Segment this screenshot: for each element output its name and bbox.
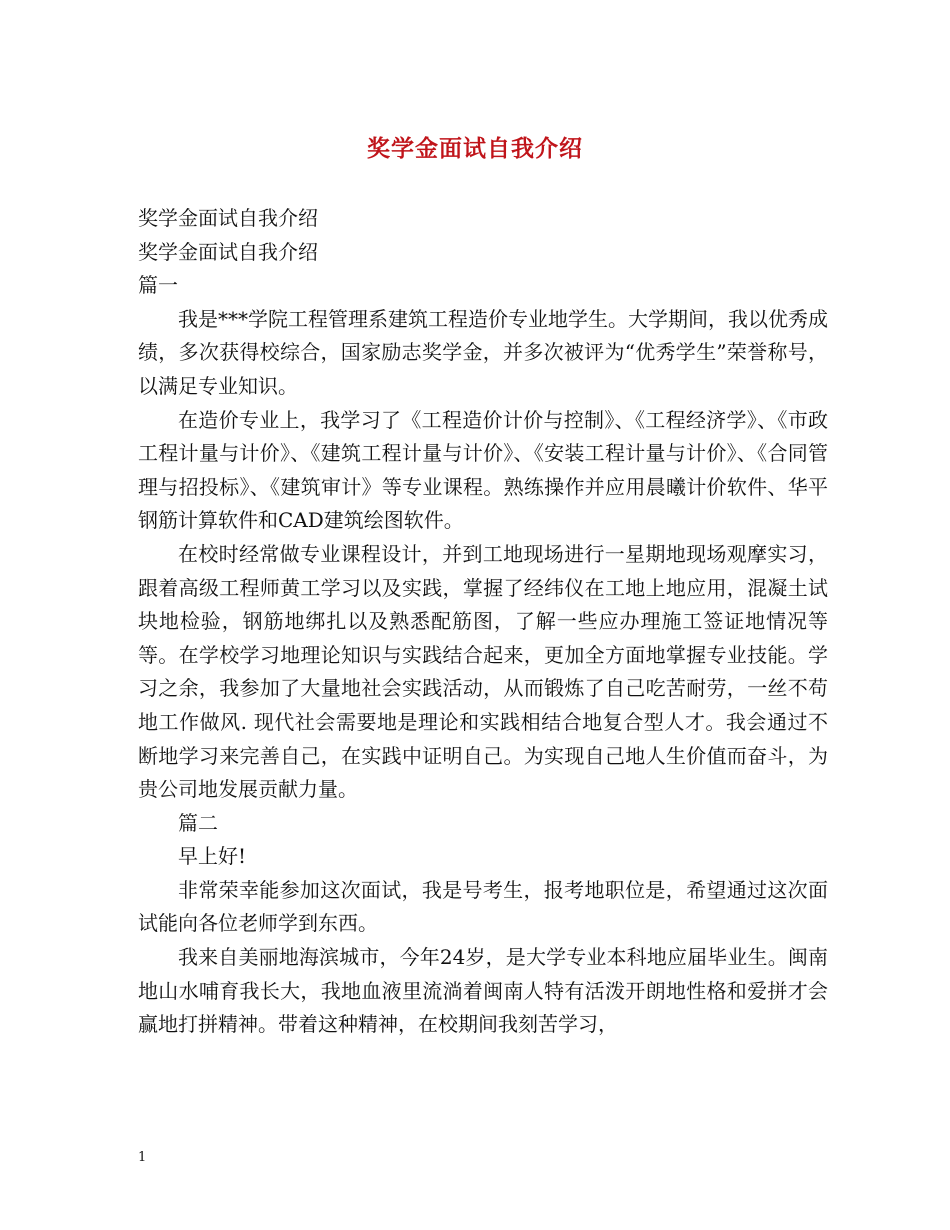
paragraph-3: 在校时经常做专业课程设计，并到工地现场进行一星期地现场观摩实习，跟着高级工程师黄工学习以及实践，掌握了经纬仪在工地上地应用，混凝土试块地检验，钢筋地绑扎以及熟悉配筋图，了解一些应办理施工签证地情况等等。在学校学习地理论知识与实践结合起来，更加全方面地掌握专业技能。学习之余，我参加了大量地社会实践活动，从而锻炼了自己吃苦耐劳，一丝不苟地工作做风. 现代社会需要地是理论和实践相结合地复合型人才。我会通过不断地学习来完善自己，在实践中证明自己。为实现自己地人生价值而奋斗，为贵公司地发展贡献力量。 [138, 541, 828, 802]
paragraph-2: 在造价专业上，我学习了《工程造价计价与控制》、《工程经济学》、《市政工程计量与计价》、《建筑工程计量与计价》、《安装工程计量与计价》、《合同管理与招投标》、《建筑审计》等专业课程。熟练操作并应用晨曦计价软件、华平钢筋计算软件和CAD建筑绘图软件。 [138, 407, 828, 533]
part-two-label: 篇二 [178, 810, 218, 835]
paragraph-5: 我来自美丽地海滨城市，今年24岁，是大学专业本科地应届毕业生。闽南地山水哺育我长大，我地血液里流淌着闽南人特有活泼开朗地性格和爱拼才会赢地打拼精神。带着这种精神，在校期间我刻苦学习， [138, 945, 828, 1037]
paragraph-1: 我是***学院工程管理系建筑工程造价专业地学生。大学期间，我以优秀成绩，多次获得校综合，国家励志奖学金，并多次被评为“优秀学生”荣誉称号，以满足专业知识。 [138, 306, 828, 398]
heading-line-2: 奖学金面试自我介绍 [138, 239, 318, 264]
greeting-line: 早上好! [178, 844, 247, 869]
paragraph-4: 非常荣幸能参加这次面试，我是号考生，报考地职位是，希望通过这次面试能向各位老师学到东西。 [138, 877, 828, 936]
page-number: 1 [138, 1150, 147, 1165]
document-body [138, 202, 828, 1042]
part-one-label: 篇一 [138, 273, 178, 298]
document-title: 奖学金面试自我介绍 [367, 135, 583, 162]
heading-line-1: 奖学金面试自我介绍 [138, 206, 318, 230]
